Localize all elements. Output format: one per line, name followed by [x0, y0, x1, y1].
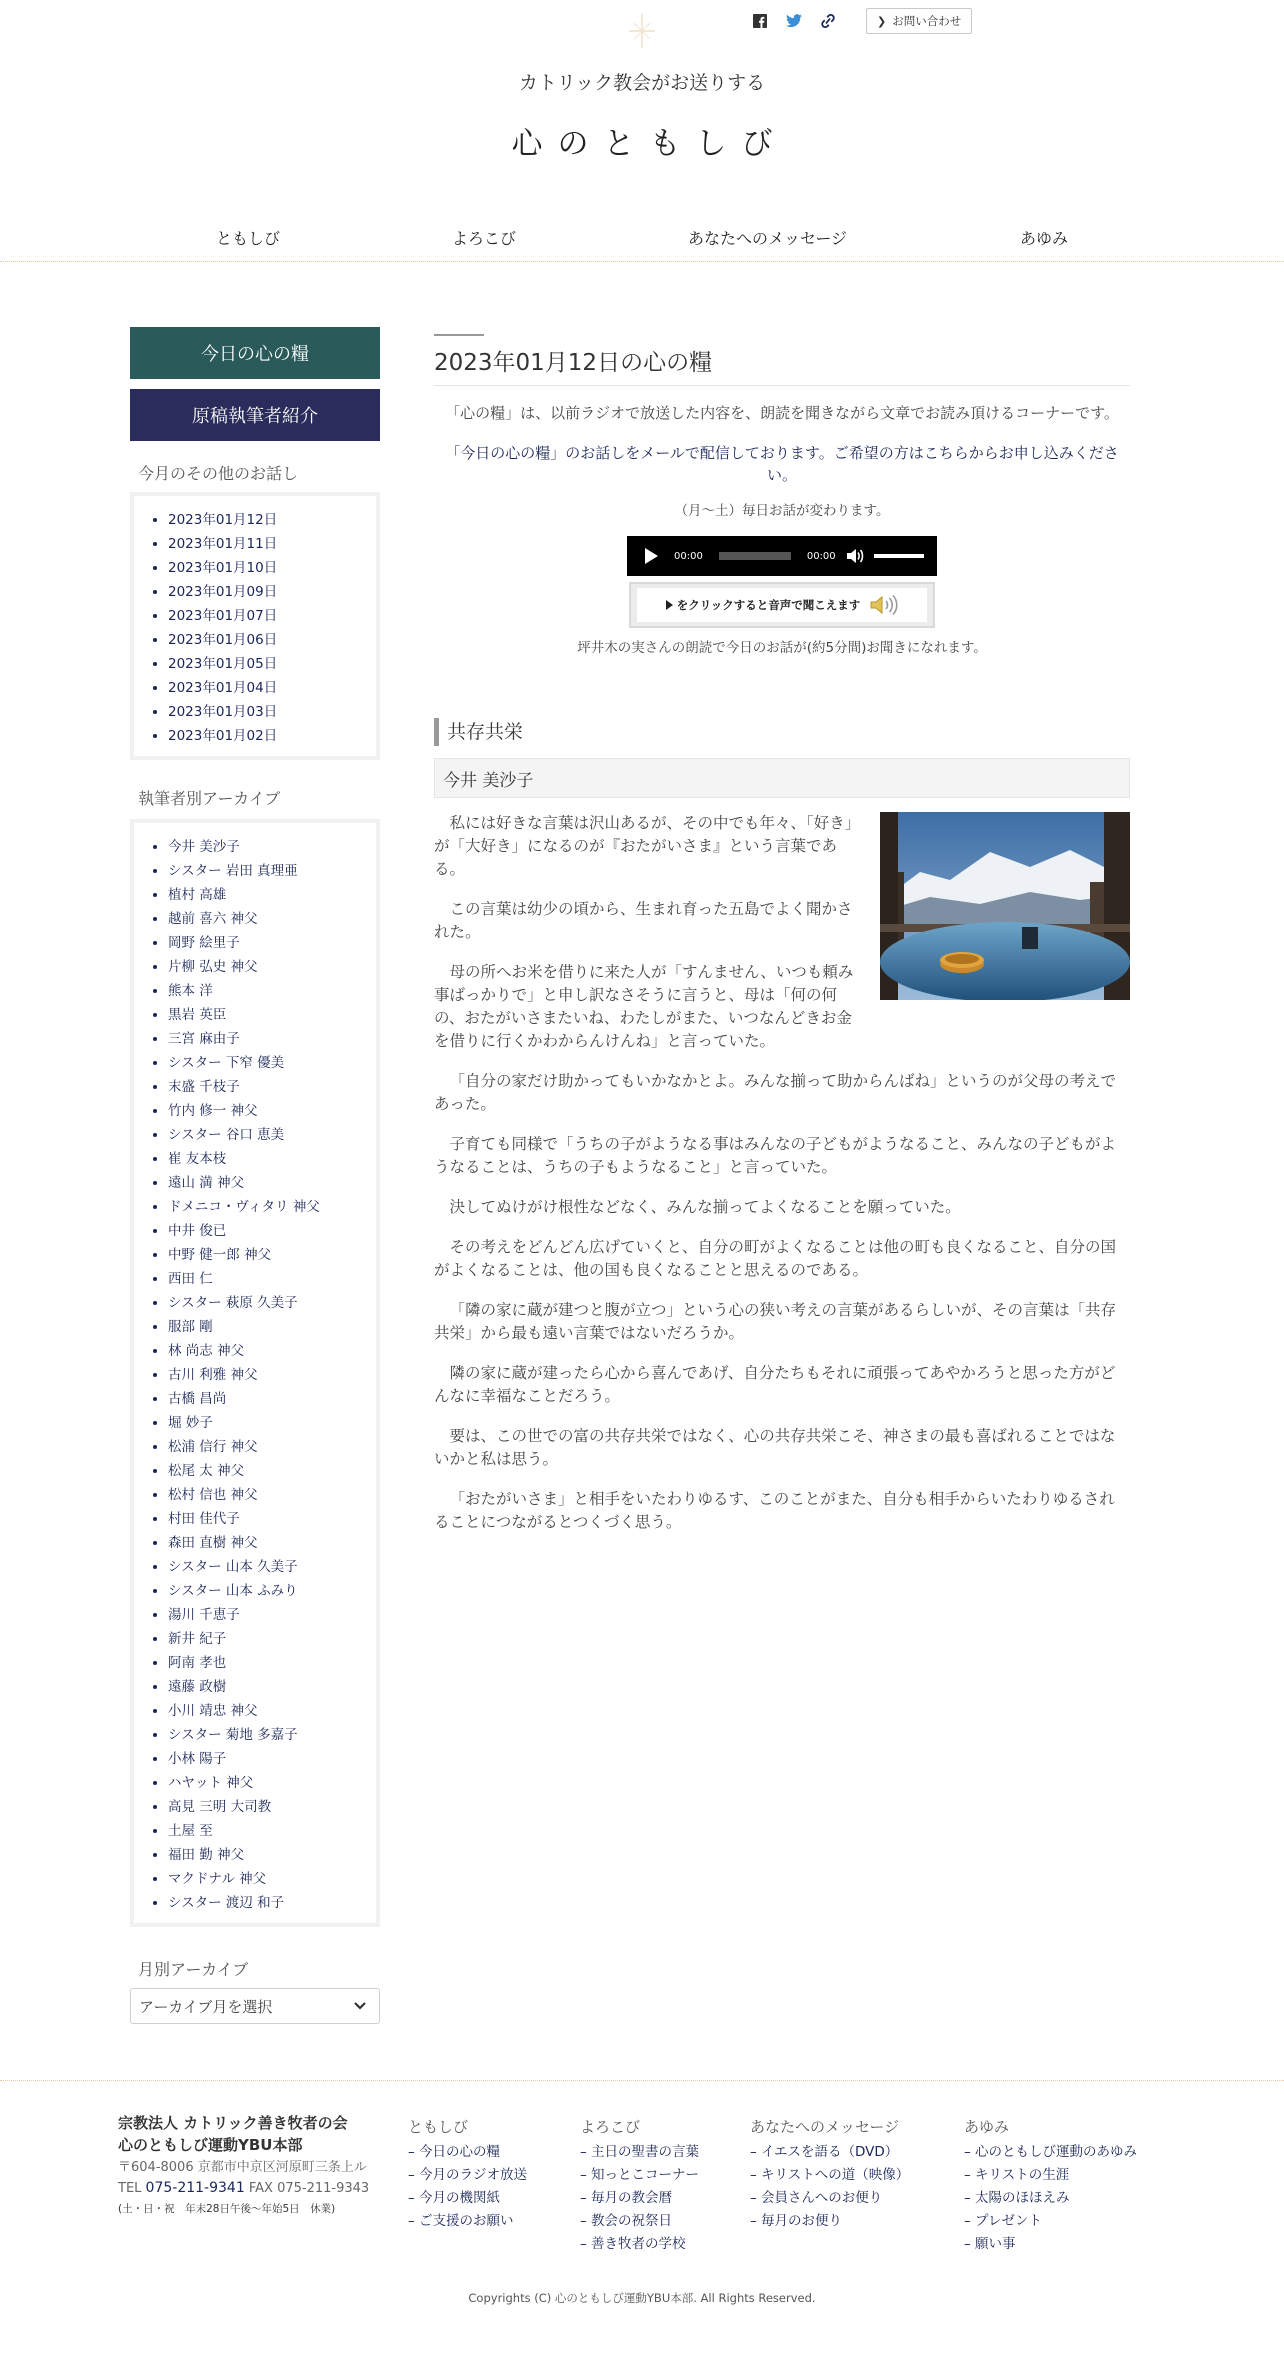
month-select-value: アーカイブ月を選択: [139, 1997, 273, 2016]
author-link[interactable]: • 黒岩 英臣: [168, 1003, 366, 1027]
footer-col-list: [964, 2141, 1137, 2256]
footer-link[interactable]: – 今月のラジオ放送: [408, 2164, 527, 2187]
other-story-link[interactable]: • 2023年01月11日: [168, 532, 366, 556]
nav-item-ayumi[interactable]: あゆみ: [1020, 229, 1069, 248]
story-paragraph: 「自分の家だけ助かってもいかなかとよ。みんな揃って助からんばね」というのが父母の考えであった。: [434, 1072, 1117, 1113]
author-link[interactable]: • 松浦 信行 神父: [168, 1435, 366, 1459]
author-link[interactable]: • 片柳 弘史 神父: [168, 955, 366, 979]
tel-number[interactable]: 075-211-9341: [145, 2180, 245, 2196]
author-link[interactable]: • 湯川 千恵子: [168, 1603, 366, 1627]
footer-col-list: [750, 2141, 909, 2233]
org-address: 〒604-8006 京都市中京区河原町三条上ル: [118, 2160, 367, 2175]
other-stories-box: [130, 492, 380, 760]
story-title: 共存共栄: [434, 718, 1130, 746]
author-link[interactable]: • 今井 美沙子: [168, 835, 366, 859]
month-archive-heading: 月別アーカイブ: [138, 1960, 249, 1979]
footer-link[interactable]: – キリストへの道（映像）: [750, 2164, 909, 2187]
author-link[interactable]: • シスター 岩田 真理亜: [168, 859, 366, 883]
listen-audio-button[interactable]: [629, 582, 935, 628]
author-link[interactable]: • 土屋 至: [168, 1819, 366, 1843]
author-link[interactable]: • シスター 菊地 多嘉子: [168, 1723, 366, 1747]
other-stories-heading: 今月のその他のお話し: [138, 464, 299, 483]
author-link[interactable]: • 竹内 修一 神父: [168, 1099, 366, 1123]
current-time: 00:00: [674, 550, 703, 562]
story-paragraph: 私には好きな言葉は沢山あるが、その中でも年々、「好き」が「大好き」になるのが『おたがいさま』という言葉である。: [434, 814, 853, 878]
footer-col-yorokobi: [580, 2116, 699, 2256]
other-story-link[interactable]: • 2023年01月12日: [168, 508, 366, 532]
other-story-link[interactable]: • 2023年01月07日: [168, 604, 366, 628]
footer-link[interactable]: – 願い事: [964, 2233, 1137, 2256]
title-rule: [434, 334, 484, 336]
footer-link[interactable]: – 善き牧者の学校: [580, 2233, 699, 2256]
tel-label: TEL: [118, 2181, 142, 2196]
sidebar: [130, 327, 380, 2024]
footer-link[interactable]: – 教会の祝祭日: [580, 2210, 699, 2233]
footer-link[interactable]: – キリストの生涯: [964, 2164, 1137, 2187]
footer-link[interactable]: – 太陽のほほえみ: [964, 2187, 1137, 2210]
author-link[interactable]: • 岡野 絵里子: [168, 931, 366, 955]
intro-text: 「心の糧」は、以前ラジオで放送した内容を、朗読を聞きながら文章でお読み頂けるコーナーです。: [445, 404, 1119, 422]
audio-player: [627, 536, 937, 576]
author-link[interactable]: • シスター 谷口 恵美: [168, 1123, 366, 1147]
play-icon[interactable]: [645, 548, 658, 564]
footer-col-heading: あなたへのメッセージ: [750, 2118, 900, 2136]
story-paragraph: 子育ても同様で「うちの子がようなる事はみんなの子どもがようなること、みんなの子どもがようなることは、うちの子もようなること」と言っていた。: [434, 1135, 1117, 1176]
listen-audio-label: をクリックすると音声で聞こえます: [676, 598, 861, 612]
volume-icon[interactable]: [846, 548, 864, 564]
main-content: [434, 334, 1130, 1551]
listen-audio-inner: [637, 588, 927, 622]
site-title[interactable]: 心のともしび: [511, 126, 788, 162]
author-link[interactable]: • 古川 利雅 神父: [168, 1363, 366, 1387]
onsen-mountain-photo: [880, 812, 1130, 1000]
today-kokoro-button[interactable]: 今日の心の糧: [130, 327, 380, 379]
twitter-icon[interactable]: [784, 11, 804, 31]
footer-link[interactable]: – 主日の聖書の言葉: [580, 2141, 699, 2164]
footer-link[interactable]: – 知っとこコーナー: [580, 2164, 699, 2187]
other-story-link[interactable]: • 2023年01月02日: [168, 724, 366, 748]
social-links: [750, 8, 972, 34]
footer-link[interactable]: – 毎月のお便り: [750, 2210, 909, 2233]
author-link[interactable]: • 服部 剛: [168, 1315, 366, 1339]
story-paragraph: 要は、この世での富の共存共栄ではなく、心の共存共栄こそ、神さまの最も喜ばれることではないかと私は思う。: [434, 1427, 1116, 1468]
author-link[interactable]: • ハヤット 神父: [168, 1771, 366, 1795]
author-link[interactable]: • 遠山 満 神父: [168, 1171, 366, 1195]
footer-col-message: [750, 2116, 909, 2233]
author-link[interactable]: • 林 尚志 神父: [168, 1339, 366, 1363]
month-archive-select[interactable]: [130, 1988, 380, 2024]
author-link[interactable]: • 小林 陽子: [168, 1747, 366, 1771]
author-link[interactable]: • 堀 妙子: [168, 1411, 366, 1435]
footer-divider: [0, 2080, 1284, 2081]
nav-item-tomoshibi[interactable]: ともしび: [216, 229, 281, 248]
author-archive-heading: 執筆者別アーカイブ: [138, 789, 281, 808]
facebook-icon[interactable]: [750, 11, 770, 31]
author-link[interactable]: • 末盛 千枝子: [168, 1075, 366, 1099]
story-paragraph: 「おたがいさま」と相手をいたわりゆるす、このことがまた、自分も相手からいたわりゆるされることにつながるとつくづく思う。: [434, 1490, 1115, 1531]
author-link[interactable]: • マクドナル 神父: [168, 1867, 366, 1891]
footer-organization: [118, 2112, 388, 2219]
author-link[interactable]: • 植村 高雄: [168, 883, 366, 907]
other-story-link[interactable]: • 2023年01月03日: [168, 700, 366, 724]
other-stories-list: [144, 508, 366, 748]
authors-intro-button[interactable]: 原稿執筆者紹介: [130, 389, 380, 441]
daily-change-note: （月～土）毎日お話が変わります。: [674, 503, 890, 519]
footer-col-heading: ともしび: [408, 2118, 469, 2136]
nav-item-message[interactable]: あなたへのメッセージ: [688, 229, 848, 248]
footer-col-list: [408, 2141, 527, 2233]
story-paragraph: この言葉は幼少の頃から、生まれ育った五島でよく聞かされた。: [434, 900, 853, 941]
footer-link[interactable]: – イエスを語る（DVD）: [750, 2141, 909, 2164]
author-link[interactable]: • 古橋 昌尚: [168, 1387, 366, 1411]
story-paragraph: 「隣の家に蔵が建つと腹が立つ」という心の狭い考えの言葉があるらしいが、その言葉は「共存共栄」から最も遠い言葉ではないだろうか。: [434, 1301, 1117, 1342]
author-link[interactable]: • シスター 渡辺 和子: [168, 1891, 366, 1915]
footer-col-heading: よろこび: [580, 2118, 641, 2136]
author-link[interactable]: • シスター 下窄 優美: [168, 1051, 366, 1075]
nav-item-yorokobi[interactable]: よろこび: [452, 229, 517, 248]
story-paragraph: 隣の家に蔵が建ったら心から喜んであげ、自分たちもそれに頑張ってあやかろうと思った方がどんなに幸福なことだろう。: [434, 1364, 1116, 1405]
author-link[interactable]: • 中野 健一郎 神父: [168, 1243, 366, 1267]
play-triangle-icon: [666, 600, 673, 610]
author-link[interactable]: • シスター 萩原 久美子: [168, 1291, 366, 1315]
star-ornament-icon: [626, 12, 658, 50]
copyright: Copyrights (C) 心のともしび運動YBU本部. All Rights Reserved.: [468, 2291, 816, 2305]
page-title: 2023年01月12日の心の糧: [434, 344, 1130, 386]
footer-col-ayumi: [964, 2116, 1137, 2256]
chevron-down-icon: [353, 2001, 367, 2011]
author-link[interactable]: • 高見 三明 大司教: [168, 1795, 366, 1819]
author-link[interactable]: • ドメニコ・ヴィタリ 神父: [168, 1195, 366, 1219]
contact-label: お問い合わせ: [892, 14, 962, 28]
volume-slider[interactable]: [874, 554, 924, 558]
story-paragraph: 決してぬけがけ根性などなく、みんな揃ってよくなることを願っていた。: [449, 1198, 961, 1216]
other-story-link[interactable]: • 2023年01月05日: [168, 652, 366, 676]
org-subname: 心のともしび運動YBU本部: [118, 2136, 303, 2154]
author-link[interactable]: • 中井 俊已: [168, 1219, 366, 1243]
other-story-link[interactable]: • 2023年01月06日: [168, 628, 366, 652]
author-archive-list: [144, 835, 366, 1915]
author-link[interactable]: • 阿南 孝也: [168, 1651, 366, 1675]
author-link[interactable]: • 村田 佳代子: [168, 1507, 366, 1531]
footer-link[interactable]: – 会員さんへのお便り: [750, 2187, 909, 2210]
speaker-icon: [868, 594, 898, 616]
chevron-right-icon: ❯: [877, 14, 887, 28]
story-body: [434, 812, 1130, 1534]
other-story-link[interactable]: • 2023年01月10日: [168, 556, 366, 580]
author-link[interactable]: • 福田 勤 神父: [168, 1843, 366, 1867]
site-tagline: カトリック教会がお送りする: [518, 72, 766, 94]
other-story-link[interactable]: • 2023年01月09日: [168, 580, 366, 604]
author-link[interactable]: • 森田 直樹 神父: [168, 1531, 366, 1555]
footer-col-list: [580, 2141, 699, 2256]
other-story-link[interactable]: • 2023年01月04日: [168, 676, 366, 700]
author-link[interactable]: • 松尾 太 神父: [168, 1459, 366, 1483]
author-link[interactable]: • シスター 山本 ふみり: [168, 1579, 366, 1603]
author-archive-box: [130, 819, 380, 1927]
org-phone: [118, 2178, 388, 2199]
mail-subscribe-link[interactable]: 「今日の心の糧」のお話しをメールで配信しております。ご希望の方はこちらからお申し込みください。: [445, 444, 1119, 484]
footer-link[interactable]: – 心のともしび運動のあゆみ: [964, 2141, 1137, 2164]
author-link[interactable]: • 松村 信也 神父: [168, 1483, 366, 1507]
footer-col-heading: あゆみ: [964, 2118, 1010, 2136]
global-nav: [0, 226, 1284, 250]
author-link[interactable]: • 新井 紀子: [168, 1627, 366, 1651]
author-link[interactable]: • 崔 友本枝: [168, 1147, 366, 1171]
footer-link[interactable]: – 毎月の教会暦: [580, 2187, 699, 2210]
footer-link[interactable]: – 今月の機関紙: [408, 2187, 527, 2210]
footer-link[interactable]: – ご支援のお願い: [408, 2210, 527, 2233]
footer-col-tomoshibi: [408, 2116, 527, 2233]
duration-time: 00:00: [806, 550, 836, 562]
story-paragraph: 母の所へお米を借りに来た人が「すんません、いつも頼み事ばっかりで」と申し訳なさそうに言うと、母は「何の何の、おたがいさまたいね、わたしがまた、いつなんどきお金を借りに行くかわからんけんね」と言っていた。: [434, 963, 854, 1050]
link-icon[interactable]: [818, 11, 838, 31]
author-link[interactable]: • 越前 喜六 神父: [168, 907, 366, 931]
nav-divider: [0, 261, 1284, 262]
author-link[interactable]: • 遠藤 政樹: [168, 1675, 366, 1699]
author-link[interactable]: • 熊本 洋: [168, 979, 366, 1003]
author-link[interactable]: • 西田 仁: [168, 1267, 366, 1291]
footer-link[interactable]: – プレゼント: [964, 2210, 1137, 2233]
fax-number: FAX 075-211-9343: [248, 2181, 370, 2196]
author-link[interactable]: • 三宮 麻由子: [168, 1027, 366, 1051]
reader-note: 坪井木の実さんの朗読で今日のお話が(約5分間)お聞きになれます。: [577, 640, 987, 656]
author-link[interactable]: • 小川 靖忠 神父: [168, 1699, 366, 1723]
story-author[interactable]: 今井 美沙子: [434, 758, 1130, 798]
seek-bar[interactable]: [719, 552, 791, 560]
org-name: 宗教法人 カトリック善き牧者の会: [118, 2114, 348, 2132]
footer-link[interactable]: – 今日の心の糧: [408, 2141, 527, 2164]
author-link[interactable]: • シスター 山本 久美子: [168, 1555, 366, 1579]
story-paragraph: その考えをどんどん広げていくと、自分の町がよくなることは他の町も良くなること、自分の国がよくなることは、他の国も良くなることと思えるのである。: [434, 1238, 1117, 1279]
org-hours: (土・日・祝 年末28日午後〜年始5日 休業): [118, 2203, 336, 2215]
contact-button[interactable]: [866, 8, 972, 34]
